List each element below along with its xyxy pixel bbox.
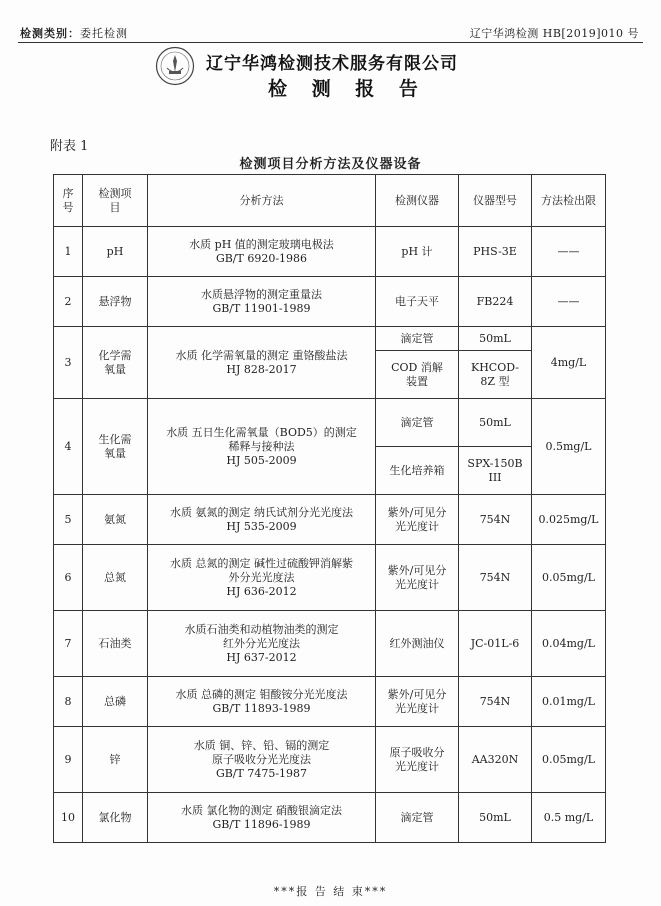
row-model: 50mL bbox=[459, 793, 532, 843]
row-no: 6 bbox=[54, 545, 83, 611]
row-item: 氯化物 bbox=[83, 793, 148, 843]
table-row bbox=[54, 545, 606, 611]
report-end-mark: ***报 告 结 束*** bbox=[273, 885, 388, 898]
row-instrument: 电子天平 bbox=[376, 277, 459, 327]
row-instrument: COD 消解 装置 bbox=[376, 351, 459, 399]
row-item: 生化需 氧量 bbox=[83, 399, 148, 495]
row-method: 水质 五日生化需氧量（BOD5）的测定 稀释与接种法 HJ 505-2009 bbox=[148, 399, 376, 495]
report-category bbox=[20, 25, 128, 41]
category-label: 检测类别： bbox=[20, 27, 80, 40]
row-instrument: 生化培养箱 bbox=[376, 447, 459, 495]
table-row bbox=[54, 793, 606, 843]
col-header-no: 序 号 bbox=[54, 175, 83, 227]
row-item: 化学需 氧量 bbox=[83, 327, 148, 399]
row-model: FB224 bbox=[459, 277, 532, 327]
table-row bbox=[54, 677, 606, 727]
row-no: 4 bbox=[54, 399, 83, 495]
row-model: PHS-3E bbox=[459, 227, 532, 277]
row-method: 水质 化学需氧量的测定 重铬酸盐法 HJ 828-2017 bbox=[148, 327, 376, 399]
row-no: 10 bbox=[54, 793, 83, 843]
row-limit: 0.5mg/L bbox=[532, 399, 606, 495]
appendix-label: 附表 1 bbox=[50, 139, 89, 154]
row-no: 2 bbox=[54, 277, 83, 327]
row-method: 水质悬浮物的测定重量法 GB/T 11901-1989 bbox=[148, 277, 376, 327]
row-limit: —— bbox=[532, 227, 606, 277]
table-row bbox=[54, 327, 606, 351]
table-header-row bbox=[54, 175, 606, 227]
category-value: 委托检测 bbox=[80, 27, 128, 40]
row-model: 754N bbox=[459, 677, 532, 727]
row-model: SPX-150B III bbox=[459, 447, 532, 495]
company-seal-logo bbox=[155, 46, 195, 86]
row-instrument: 紫外/可见分 光光度计 bbox=[376, 495, 459, 545]
col-header-limit: 方法检出限 bbox=[532, 175, 606, 227]
row-item: 锌 bbox=[83, 727, 148, 793]
row-instrument: 滴定管 bbox=[376, 327, 459, 351]
row-instrument: pH 计 bbox=[376, 227, 459, 277]
row-item: 悬浮物 bbox=[83, 277, 148, 327]
row-model: KHCOD- 8Z 型 bbox=[459, 351, 532, 399]
row-instrument: 滴定管 bbox=[376, 793, 459, 843]
row-limit: 0.05mg/L bbox=[532, 545, 606, 611]
col-header-item: 检测项 目 bbox=[83, 175, 148, 227]
row-instrument: 红外测油仪 bbox=[376, 611, 459, 677]
row-limit: 0.04mg/L bbox=[532, 611, 606, 677]
row-no: 7 bbox=[54, 611, 83, 677]
row-instrument: 紫外/可见分 光光度计 bbox=[376, 677, 459, 727]
row-model: 754N bbox=[459, 545, 532, 611]
row-item: 氨氮 bbox=[83, 495, 148, 545]
row-instrument: 紫外/可见分 光光度计 bbox=[376, 545, 459, 611]
table-row bbox=[54, 277, 606, 327]
row-no: 3 bbox=[54, 327, 83, 399]
row-limit: 0.05mg/L bbox=[532, 727, 606, 793]
row-limit: 0.5 mg/L bbox=[532, 793, 606, 843]
col-header-model: 仪器型号 bbox=[459, 175, 532, 227]
table-row bbox=[54, 611, 606, 677]
row-method: 水质 pH 值的测定玻璃电极法 GB/T 6920-1986 bbox=[148, 227, 376, 277]
row-item: 总磷 bbox=[83, 677, 148, 727]
row-model: 50mL bbox=[459, 399, 532, 447]
row-limit: 4mg/L bbox=[532, 327, 606, 399]
row-model: JC-01L-6 bbox=[459, 611, 532, 677]
table-title: 检测项目分析方法及仪器设备 bbox=[239, 157, 422, 172]
row-instrument: 原子吸收分 光光度计 bbox=[376, 727, 459, 793]
row-method: 水质石油类和动植物油类的测定 红外分光光度法 HJ 637-2012 bbox=[148, 611, 376, 677]
col-header-instrument: 检测仪器 bbox=[376, 175, 459, 227]
row-method: 水质 氯化物的测定 硝酸银滴定法 GB/T 11896-1989 bbox=[148, 793, 376, 843]
row-method: 水质 总氮的测定 碱性过硫酸钾消解紫 外分光光度法 HJ 636-2012 bbox=[148, 545, 376, 611]
table-row bbox=[54, 727, 606, 793]
row-no: 1 bbox=[54, 227, 83, 277]
row-limit: —— bbox=[532, 277, 606, 327]
col-header-method: 分析方法 bbox=[148, 175, 376, 227]
row-item: 总氮 bbox=[83, 545, 148, 611]
row-no: 8 bbox=[54, 677, 83, 727]
header-divider bbox=[18, 42, 643, 43]
row-model: AA320N bbox=[459, 727, 532, 793]
row-item: pH bbox=[83, 227, 148, 277]
row-no: 9 bbox=[54, 727, 83, 793]
row-item: 石油类 bbox=[83, 611, 148, 677]
row-limit: 0.01mg/L bbox=[532, 677, 606, 727]
table-row bbox=[54, 227, 606, 277]
report-number: 辽宁华鸿检测 HB[2019]010 号 bbox=[469, 27, 639, 40]
row-method: 水质 氨氮的测定 纳氏试剂分光光度法 HJ 535-2009 bbox=[148, 495, 376, 545]
company-name: 辽宁华鸿检测技术服务有限公司 bbox=[206, 54, 458, 74]
report-title: 检 测 报 告 bbox=[268, 78, 427, 100]
table-row bbox=[54, 495, 606, 545]
methods-table bbox=[53, 174, 606, 843]
table-row bbox=[54, 399, 606, 447]
row-instrument: 滴定管 bbox=[376, 399, 459, 447]
row-no: 5 bbox=[54, 495, 83, 545]
row-limit: 0.025mg/L bbox=[532, 495, 606, 545]
row-model: 754N bbox=[459, 495, 532, 545]
row-method: 水质 铜、锌、铅、镉的测定 原子吸收分光光度法 GB/T 7475-1987 bbox=[148, 727, 376, 793]
row-method: 水质 总磷的测定 钼酸铵分光光度法 GB/T 11893-1989 bbox=[148, 677, 376, 727]
row-model: 50mL bbox=[459, 327, 532, 351]
